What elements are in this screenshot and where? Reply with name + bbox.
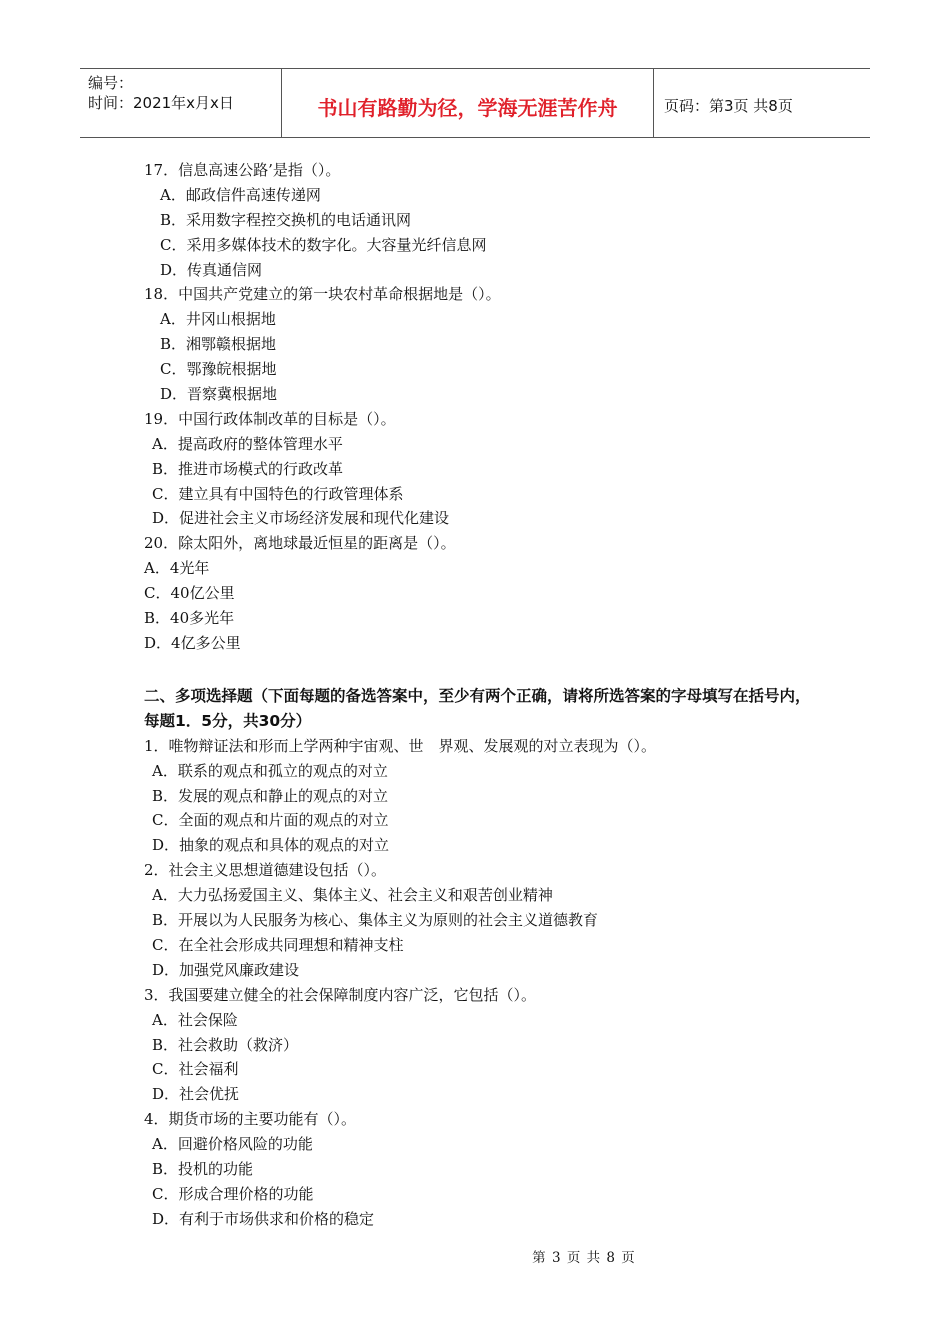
- answer-option: D．抽象的观点和具体的观点的对立: [152, 836, 390, 855]
- page-footer: [0, 1246, 950, 1266]
- answer-option: B．投机的功能: [152, 1159, 254, 1178]
- answer-option: D．4亿多公里: [144, 633, 241, 652]
- answer-option: C．在全社会形成共同理想和精神支柱: [152, 935, 404, 954]
- answer-option: A．4光年: [144, 559, 210, 578]
- header-motto: 书山有路勤为径，学海无涯苦作舟: [282, 69, 654, 137]
- footer-page-number: 第 3 页 共 8 页: [532, 1250, 636, 1266]
- answer-option: B．采用数字程控交换机的电话通讯网: [160, 210, 412, 229]
- document-number-label: 编号：: [88, 74, 134, 92]
- section-title: 二、多项选择题（下面每题的备选答案中，至少有两个正确，请将所选答案的字母填写在括号内，每题1．5分，共30分）: [144, 686, 811, 730]
- answer-option: B．社会救助（救济）: [152, 1035, 299, 1054]
- single-choice-questions: [144, 158, 844, 656]
- answer-option: D．加强党风廉政建设: [152, 960, 300, 979]
- question-text: 19．中国行政体制改革的目标是（）。: [144, 409, 396, 428]
- answer-option: D．社会优抚: [152, 1085, 240, 1104]
- question-text: 4．期货市场的主要功能有（）。: [144, 1110, 357, 1129]
- answer-option: C．形成合理价格的功能: [152, 1184, 314, 1203]
- answer-option: D．促进社会主义市场经济发展和现代化建设: [152, 509, 450, 528]
- page-header: [80, 68, 870, 138]
- question-text: 17．信息高速公路’是指（）。: [144, 161, 341, 179]
- answer-option: B．发展的观点和静止的观点的对立: [152, 786, 389, 805]
- answer-option: D．晋察冀根据地: [160, 385, 278, 404]
- answer-option: C．全面的观点和片面的观点的对立: [152, 811, 389, 830]
- document-date: 时间：2021年x月x日: [88, 94, 234, 112]
- answer-option: C．建立具有中国特色的行政管理体系: [152, 484, 404, 503]
- answer-option: A．联系的观点和孤立的观点的对立: [152, 761, 388, 780]
- answer-option: A．社会保险: [152, 1010, 238, 1029]
- answer-option: D．传真通信网: [160, 260, 263, 279]
- answer-option: B．推进市场模式的行政改革: [152, 459, 344, 478]
- answer-option: A．回避价格风险的功能: [152, 1135, 313, 1154]
- header-page-info: 页码：第3页 共8页: [664, 96, 793, 115]
- answer-option: C．鄂豫皖根据地: [160, 360, 277, 379]
- answer-option: A．邮政信件高速传递网: [160, 185, 321, 204]
- header-meta: [80, 69, 282, 137]
- question-text: 18．中国共产党建立的第一块农村革命根据地是（）。: [144, 285, 501, 304]
- answer-option: C．采用多媒体技术的数字化。大容量光纤信息网: [160, 235, 487, 254]
- question-text: 2．社会主义思想道德建设包括（）。: [144, 861, 387, 880]
- question-text: 3．我国要建立健全的社会保障制度内容广泛，它包括（）。: [144, 985, 537, 1004]
- answer-option: A．大力弘扬爱国主义、集体主义、社会主义和艰苦创业精神: [152, 886, 553, 905]
- question-text: 20．除太阳外，离地球最近恒星的距离是（）。: [144, 534, 456, 553]
- document-body: [144, 158, 844, 1232]
- multiple-choice-questions: [144, 734, 844, 1232]
- answer-option: A．井冈山根据地: [160, 310, 276, 329]
- answer-option: B．40多光年: [144, 609, 235, 628]
- answer-option: C．社会福利: [152, 1060, 239, 1079]
- answer-option: D．有利于市场供求和价格的稳定: [152, 1209, 375, 1228]
- answer-option: C．40亿公里: [144, 584, 235, 603]
- answer-option: B．开展以为人民服务为核心、集体主义为原则的社会主义道德教育: [152, 911, 599, 930]
- answer-option: B．湘鄂赣根据地: [160, 335, 277, 354]
- question-text: 1．唯物辩证法和形而上学两种宇宙观、世 界观、发展观的对立表现为（）。: [144, 736, 657, 755]
- answer-option: A．提高政府的整体管理水平: [152, 434, 343, 453]
